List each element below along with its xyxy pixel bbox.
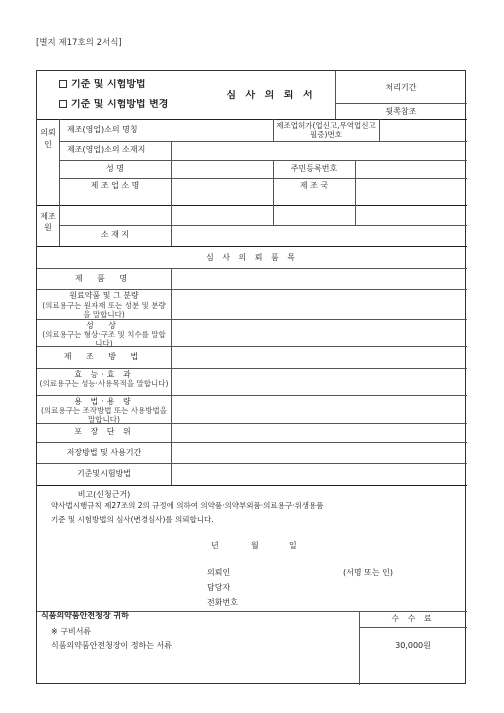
fee-label: 수 수 료 <box>391 614 435 623</box>
resident-id-label: 주민등록번호 <box>290 164 338 173</box>
location-label: 소 재 지 <box>100 230 130 239</box>
required-docs-value: 식품의약품안전청장이 정하는 서류 <box>51 641 173 650</box>
divider <box>37 319 467 320</box>
business-address-label: 제조(영업)소의 소재지 <box>67 145 146 154</box>
divider <box>37 268 467 269</box>
divider <box>37 119 467 120</box>
divider <box>335 103 467 104</box>
divider <box>359 627 467 628</box>
processing-period-label: 처리기간 <box>385 83 417 92</box>
item-label: 원료약품 및 그 분량 <box>69 291 139 300</box>
divider <box>59 141 467 142</box>
item-label: 포 장 단 위 <box>74 427 134 436</box>
item-sublabel: (의료용구는 형상·구조 및 치수를 말합니다) <box>42 330 166 348</box>
option-standard-test-change[interactable]: 기준 및 시험방법 변경 <box>59 99 168 111</box>
divider <box>355 160 356 178</box>
form-number-caption: [별지 제17호의 2서식] <box>36 38 122 48</box>
form-title: 심 사 의 뢰 서 <box>226 90 316 101</box>
checkbox[interactable] <box>59 100 67 108</box>
item-label: 비고(신청근거) <box>77 490 131 499</box>
addressee: 식품의약품안전청장 귀하 <box>41 611 129 620</box>
divider <box>59 225 467 226</box>
fee-value: 30,000원 <box>395 641 431 650</box>
checkbox[interactable] <box>59 80 67 88</box>
item-sublabel: (의료용구는 성능·사용목적을 말합니다) <box>39 379 169 388</box>
divider <box>37 442 467 443</box>
statement-line-2: 기준 및 시험방법의 심사(변경심사)를 의뢰합니다. <box>51 515 214 524</box>
divider <box>59 178 467 179</box>
divider <box>37 485 467 486</box>
phone-label: 전화번호 <box>207 598 238 607</box>
country-label: 제 조 국 <box>299 181 329 190</box>
divider <box>37 289 467 290</box>
company-name-label: 제 조 업 소 명 <box>90 181 140 190</box>
application-form <box>36 70 466 684</box>
processing-period-value: 뒷쪽참조 <box>385 107 417 116</box>
date-month: 월 <box>251 541 259 550</box>
sign-or-seal-note: (서명 또는 인) <box>343 568 393 577</box>
divider <box>379 119 380 141</box>
item-sublabel: (의료용구는 조작방법 또는 사용방법을 말합니다) <box>41 406 167 424</box>
date-year: 년 <box>211 541 219 550</box>
item-label: 저장방법 및 사용기간 <box>66 448 142 457</box>
required-docs-label: ※ 구비서류 <box>51 627 92 636</box>
option-standard-test[interactable]: 기준 및 시험방법 <box>59 79 146 91</box>
business-name-label: 제조(영업)소의 명칭 <box>67 125 138 134</box>
divider <box>171 268 172 485</box>
item-sublabel: (의료용구는 원자재 또는 성분 및 분량을 말합니다) <box>42 301 166 319</box>
manager-label: 담당자 <box>207 583 231 592</box>
item-label: 효 능·효 과 <box>74 370 134 379</box>
items-section-title: 심 사 의 뢰 품 목 <box>205 253 299 262</box>
item-label: 성 상 <box>86 321 122 330</box>
divider <box>37 368 467 369</box>
item-label: 제 품 명 <box>74 274 134 283</box>
item-label: 용 법·용 량 <box>74 397 134 406</box>
divider <box>355 178 356 205</box>
divider <box>355 205 356 225</box>
date-day: 일 <box>289 541 297 550</box>
statement-line-1: 약사법시행규칙 제27조의 2의 규정에 의하여 의약품·의약부외품·의료용구·위생용품 <box>51 501 324 510</box>
license-number-label: 제조업허가(업신고,무역업신고필증)번호 <box>276 121 376 139</box>
item-label: 기준및시험방법 <box>76 469 132 478</box>
requester-signature-label: 의뢰인 <box>207 568 231 577</box>
person-name-label: 성 명 <box>106 164 124 173</box>
divider <box>37 395 467 396</box>
divider <box>59 160 467 161</box>
divider <box>37 205 467 206</box>
divider <box>37 246 467 247</box>
item-label: 제 조 방 법 <box>63 352 145 361</box>
manufacturer-side-label: 제조원 <box>40 212 56 232</box>
divider <box>273 205 274 225</box>
divider <box>59 119 60 205</box>
requester-side-label: 의뢰인 <box>40 128 56 149</box>
divider <box>37 463 467 464</box>
divider <box>171 141 172 205</box>
